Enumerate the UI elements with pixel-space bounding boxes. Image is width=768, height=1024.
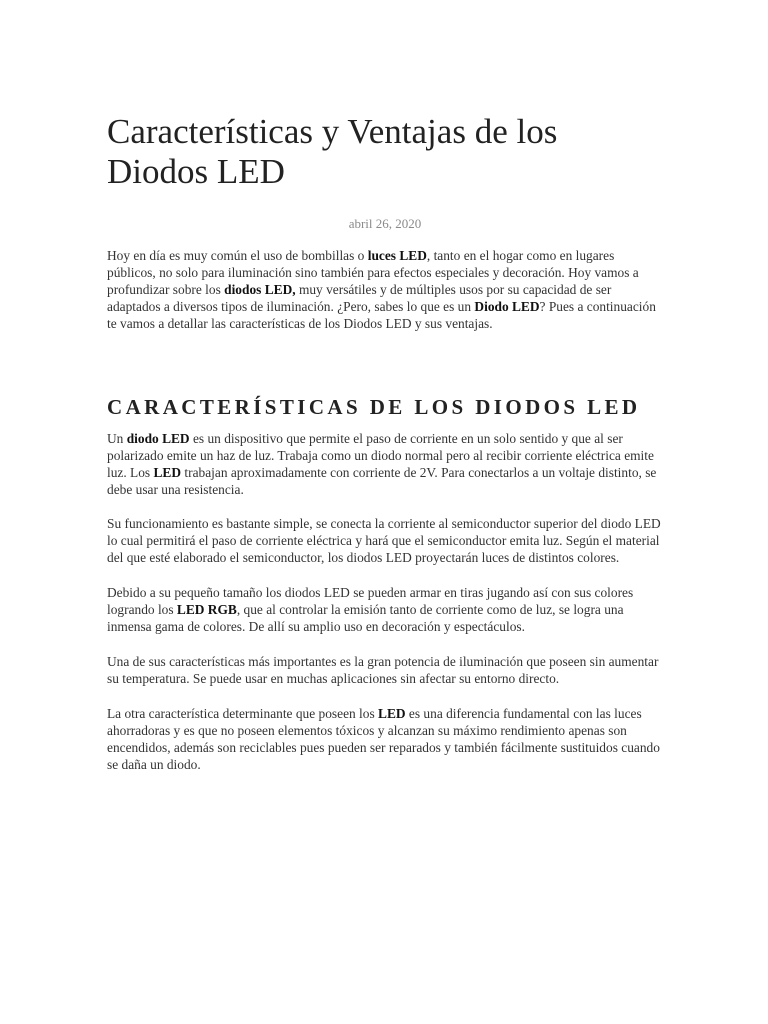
bold-term: LED	[153, 465, 182, 480]
article-title: Características y Ventajas de los Diodos LED	[107, 112, 558, 191]
bold-term: LED	[378, 706, 406, 721]
body-paragraph-1: Un diodo LED es un dispositivo que permite el paso de corriente en un solo sentido y que al ser polarizado emite un haz de luz. Trabaja como un diodo normal pero al recibir corriente eléctrica emite luz. Los LED trabajan aproximadamente con corriente de 2V. Para conectarlos a un voltaje distinto, se debe usar una resistencia.	[107, 431, 657, 497]
body-paragraph-4: Una de sus características más importantes es la gran potencia de iluminación que poseen sin aumentar su temperatura. Se puede usar en muchas aplicaciones sin afectar su entorno directo.	[107, 654, 659, 686]
bold-term: LED RGB	[176, 602, 237, 617]
section-heading: CARACTERÍSTICAS DE LOS DIODOS LED	[107, 395, 641, 419]
bold-term: diodos LED,	[224, 282, 296, 297]
bold-term: diodo LED	[126, 431, 190, 446]
bold-term: luces LED	[367, 248, 427, 263]
publish-date: abril 26, 2020	[348, 216, 422, 231]
body-paragraph-2: Su funcionamiento es bastante simple, se conecta la corriente al semiconductor superior del diodo LED lo cual permitirá el paso de corriente eléctrica y hará que el semiconductor emita luz. Según el material del que esté elaborado el semiconductor, los diodos LED proyectarán luces de distintos colores.	[107, 516, 661, 565]
bold-term: Diodo LED	[474, 299, 540, 314]
article	[107, 112, 663, 773]
body-paragraph-3: Debido a su pequeño tamaño los diodos LED se pueden armar en tiras jugando así con sus colores logrando los LED RGB, que al controlar la emisión tanto de corriente como de luz, se logra una inmensa gama de colores. De allí su amplio uso en decoración y espectáculos.	[107, 585, 634, 634]
intro-paragraph: Hoy en día es muy común el uso de bombillas o luces LED, tanto en el hogar como en lugares públicos, no solo para iluminación sino también para efectos especiales y decoración. Hoy vamos a profundizar sobre los diodos LED, muy versátiles y de múltiples usos por su capacidad de ser adaptados a diversos tipos de iluminación. ¿Pero, sabes lo que es un Diodo LED? Pues a continuación te vamos a detallar las características de los Diodos LED y sus ventajas.	[107, 248, 656, 331]
body-paragraph-5: La otra característica determinante que poseen los LED es una diferencia fundamental con las luces ahorradoras y es que no poseen elementos tóxicos y alcanzan su máximo rendimiento apenas son encendidos, además son reciclables pues pueden ser reparados y también fácilmente sustituidos cuando se daña un diodo.	[107, 706, 660, 772]
